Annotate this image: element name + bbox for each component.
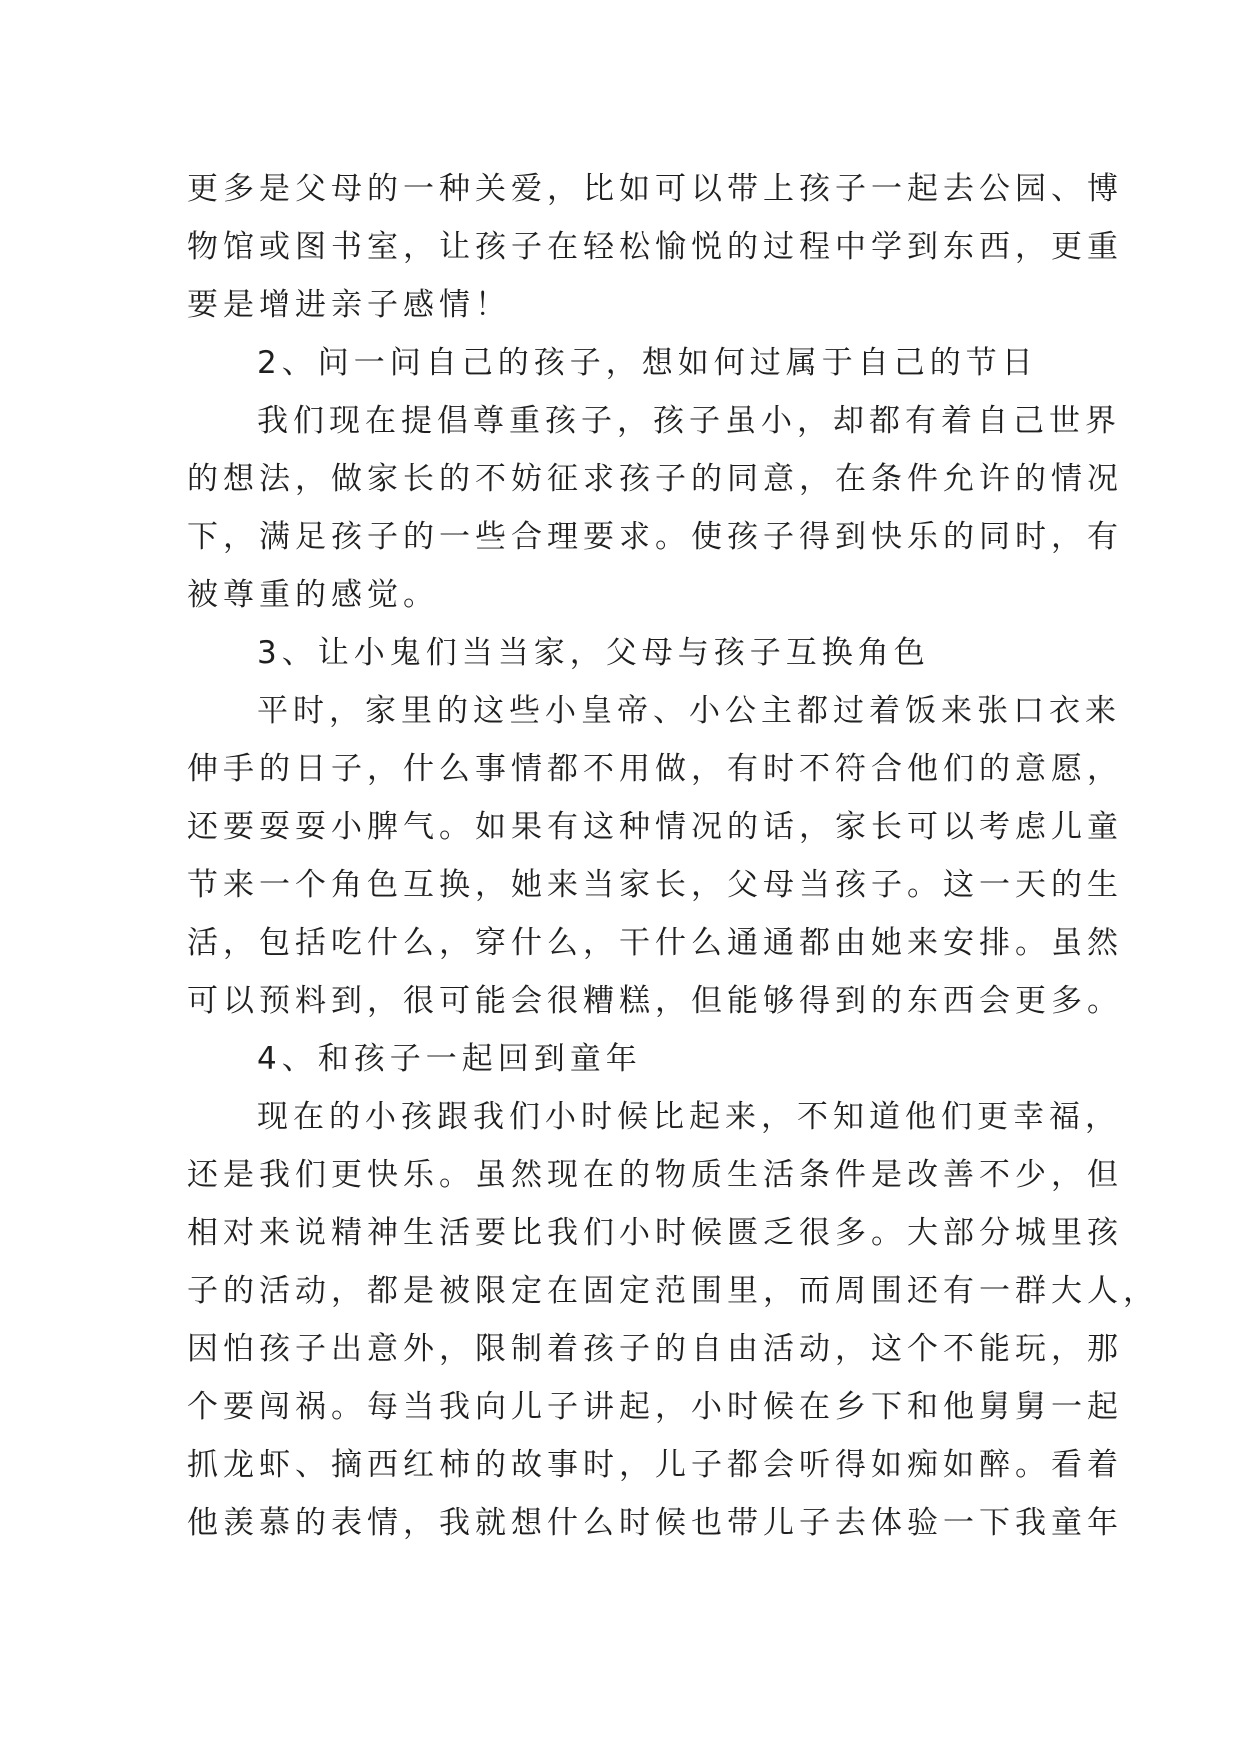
text-line: 因怕孩子出意外，限制着孩子的自由活动，这个不能玩，那 [187, 1331, 1123, 1367]
text-line: 活，包括吃什么，穿什么，干什么通通都由她来安排。虽然 [187, 925, 1123, 961]
text-line: 还是我们更快乐。虽然现在的物质生活条件是改善不少，但 [187, 1157, 1123, 1193]
text-line: 被尊重的感觉。 [187, 577, 439, 613]
text-line: 平时，家里的这些小皇帝、小公主都过着饭来张口衣来 [257, 693, 1121, 729]
text-line: 更多是父母的一种关爱，比如可以带上孩子一起去公园、博 [187, 171, 1123, 207]
text-line: 伸手的日子，什么事情都不用做，有时不符合他们的意愿， [187, 751, 1123, 787]
text-line: 2、问一问自己的孩子，想如何过属于自己的节日 [257, 345, 1038, 381]
text-line: 抓龙虾、摘西红柿的故事时，儿子都会听得如痴如醉。看着 [187, 1447, 1123, 1483]
text-line: 4、和孩子一起回到童年 [257, 1041, 642, 1077]
text-line: 子的活动，都是被限定在固定范围里，而周围还有一群大人， [187, 1273, 1159, 1309]
text-line: 还要耍耍小脾气。如果有这种情况的话，家长可以考虑儿童 [187, 809, 1123, 845]
text-line: 物馆或图书室，让孩子在轻松愉悦的过程中学到东西，更重 [187, 229, 1123, 265]
text-line: 下，满足孩子的一些合理要求。使孩子得到快乐的同时，有 [187, 519, 1123, 555]
text-line: 相对来说精神生活要比我们小时候匮乏很多。大部分城里孩 [187, 1215, 1123, 1251]
text-line: 的想法，做家长的不妨征求孩子的同意，在条件允许的情况 [187, 461, 1123, 497]
text-line: 要是增进亲子感情！ [187, 287, 511, 323]
text-line: 我们现在提倡尊重孩子，孩子虽小，却都有着自己世界 [257, 403, 1121, 439]
text-line: 他羡慕的表情，我就想什么时候也带儿子去体验一下我童年 [187, 1505, 1123, 1541]
text-line: 可以预料到，很可能会很糟糕，但能够得到的东西会更多。 [187, 983, 1123, 1019]
document-body [187, 160, 1159, 1552]
text-line: 节来一个角色互换，她来当家长，父母当孩子。这一天的生 [187, 867, 1123, 903]
text-line: 3、让小鬼们当当家，父母与孩子互换角色 [257, 635, 930, 671]
text-line: 现在的小孩跟我们小时候比起来，不知道他们更幸福， [257, 1099, 1121, 1135]
text-line: 个要闯祸。每当我向儿子讲起，小时候在乡下和他舅舅一起 [187, 1389, 1123, 1425]
